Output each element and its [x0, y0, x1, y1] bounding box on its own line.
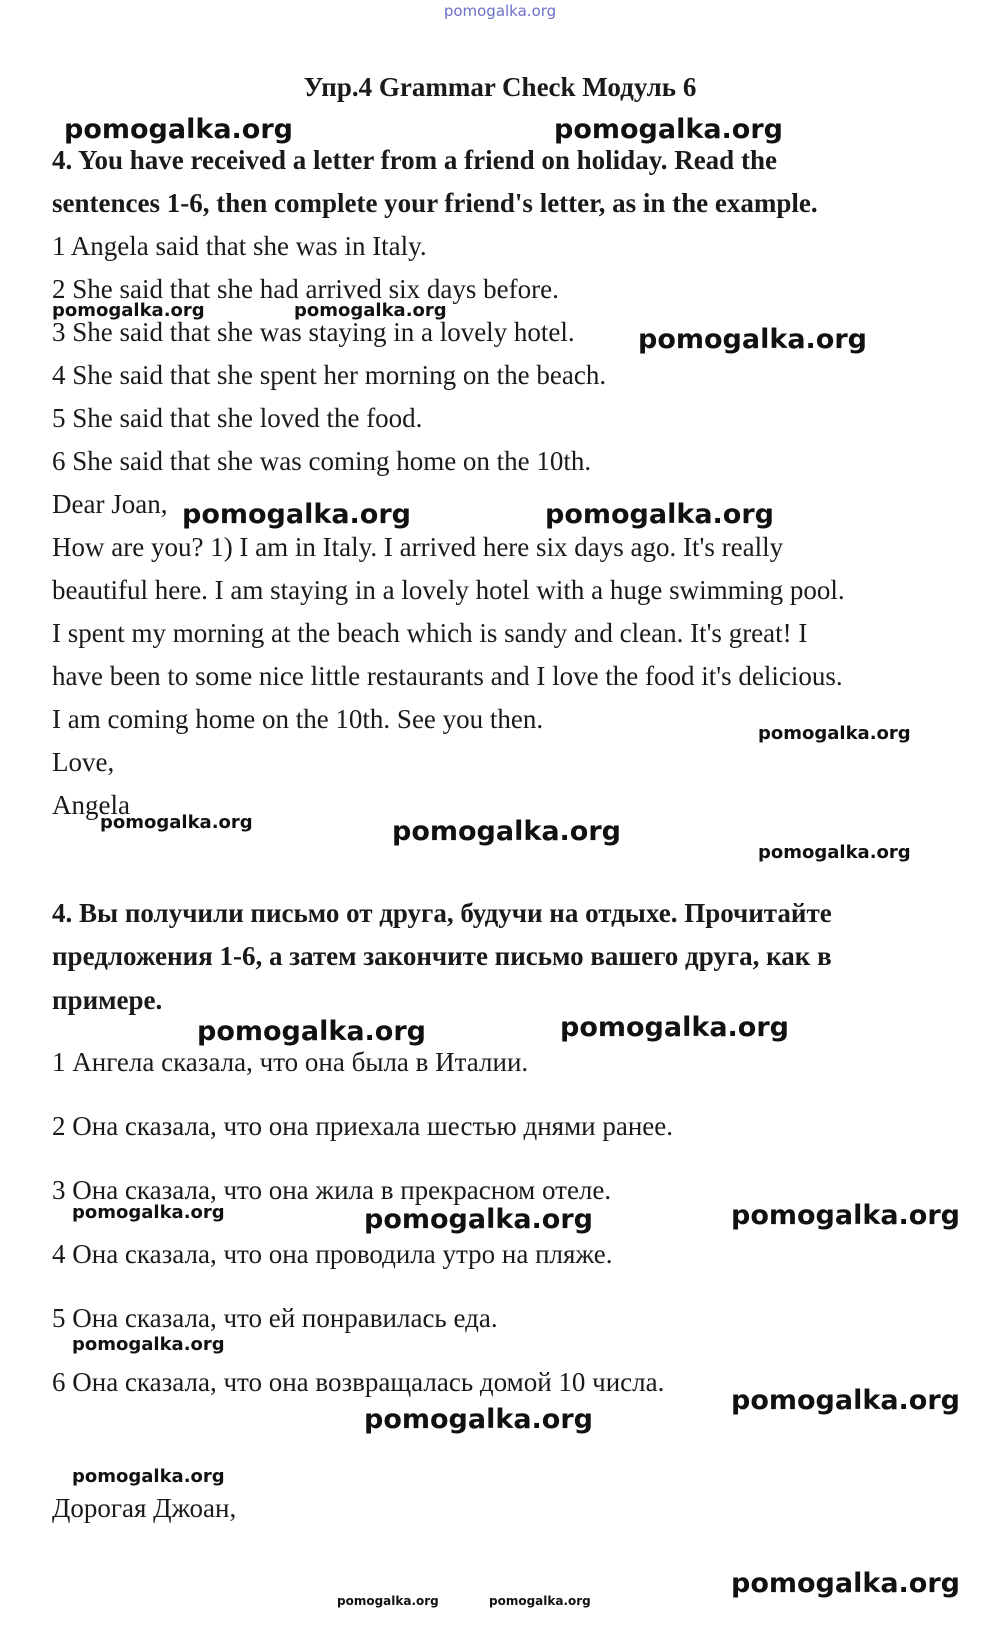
- sentence-1: 1 Angela said that she was in Italy.: [52, 231, 427, 261]
- watermark: pomogalka.org: [489, 1594, 591, 1608]
- watermark: pomogalka.org: [100, 812, 253, 833]
- letter-line-5: I am coming home on the 10th. See you then.: [52, 704, 544, 734]
- watermark: pomogalka.org: [364, 1404, 593, 1435]
- task-heading-line-2: sentences 1-6, then complete your friend's letter, as in the example.: [52, 188, 818, 218]
- letter-line-1: How are you? 1) I am in Italy. I arrived here six days ago. It's really: [52, 532, 784, 562]
- sentence-5: 5 She said that she loved the food.: [52, 403, 423, 433]
- watermark: pomogalka.org: [72, 1466, 225, 1487]
- watermark: pomogalka.org: [182, 499, 411, 530]
- header-link[interactable]: pomogalka.org: [443, 2, 557, 20]
- watermark: pomogalka.org: [560, 1012, 789, 1043]
- sentence-2: 2 She said that she had arrived six days before.: [52, 274, 559, 304]
- sentence-ru-1: 1 Ангела сказала, что она была в Италии.: [52, 1047, 529, 1077]
- watermark: pomogalka.org: [554, 114, 783, 145]
- task-heading-ru-line-3: примере.: [52, 985, 163, 1015]
- page-title: Упр.4 Grammar Check Модуль 6: [303, 72, 697, 102]
- sentence-ru-3: 3 Она сказала, что она жила в прекрасном отеле.: [52, 1175, 612, 1205]
- watermark: pomogalka.org: [731, 1200, 960, 1231]
- watermark: pomogalka.org: [72, 1202, 225, 1223]
- watermark: pomogalka.org: [731, 1385, 960, 1416]
- letter-greeting: Dear Joan,: [52, 489, 168, 519]
- task-heading-ru-line-1: 4. Вы получили письмо от друга, будучи на отдыхе. Прочитайте: [52, 898, 832, 928]
- sentence-ru-4: 4 Она сказала, что она проводила утро на пляже.: [52, 1239, 613, 1269]
- letter-signature: Angela: [52, 790, 130, 820]
- letter-line-2: beautiful here. I am staying in a lovely hotel with a huge swimming pool.: [52, 575, 845, 605]
- sentence-ru-2: 2 Она сказала, что она приехала шестью днями ранее.: [52, 1111, 674, 1141]
- letter-line-3: I spent my morning at the beach which is sandy and clean. It's great! I: [52, 618, 808, 648]
- watermark: pomogalka.org: [392, 816, 621, 847]
- sentence-4: 4 She said that she spent her morning on the beach.: [52, 360, 607, 390]
- watermark: pomogalka.org: [64, 114, 293, 145]
- watermark: pomogalka.org: [197, 1016, 426, 1047]
- watermark: pomogalka.org: [52, 300, 205, 321]
- watermark: pomogalka.org: [758, 723, 911, 744]
- letter-greeting-ru: Дорогая Джоан,: [52, 1493, 237, 1523]
- watermark: pomogalka.org: [364, 1204, 593, 1235]
- sentence-ru-6: 6 Она сказала, что она возвращалась домой 10 числа.: [52, 1367, 665, 1397]
- watermark: pomogalka.org: [758, 842, 911, 863]
- task-heading-ru-line-2: предложения 1-6, а затем закончите письмо вашего друга, как в: [52, 941, 832, 971]
- sentence-6: 6 She said that she was coming home on the 10th.: [52, 446, 592, 476]
- watermark: pomogalka.org: [638, 324, 867, 355]
- letter-line-4: have been to some nice little restaurants and I love the food it's delicious.: [52, 661, 843, 691]
- watermark: pomogalka.org: [72, 1334, 225, 1355]
- watermark: pomogalka.org: [545, 499, 774, 530]
- task-heading-line-1: 4. You have received a letter from a friend on holiday. Read the: [52, 145, 777, 175]
- watermark: pomogalka.org: [294, 300, 447, 321]
- letter-closing: Love,: [52, 747, 115, 777]
- watermark: pomogalka.org: [731, 1568, 960, 1599]
- sentence-3: 3 She said that she was staying in a lovely hotel.: [52, 317, 575, 347]
- sentence-ru-5: 5 Она сказала, что ей понравилась еда.: [52, 1303, 498, 1333]
- watermark: pomogalka.org: [337, 1594, 439, 1608]
